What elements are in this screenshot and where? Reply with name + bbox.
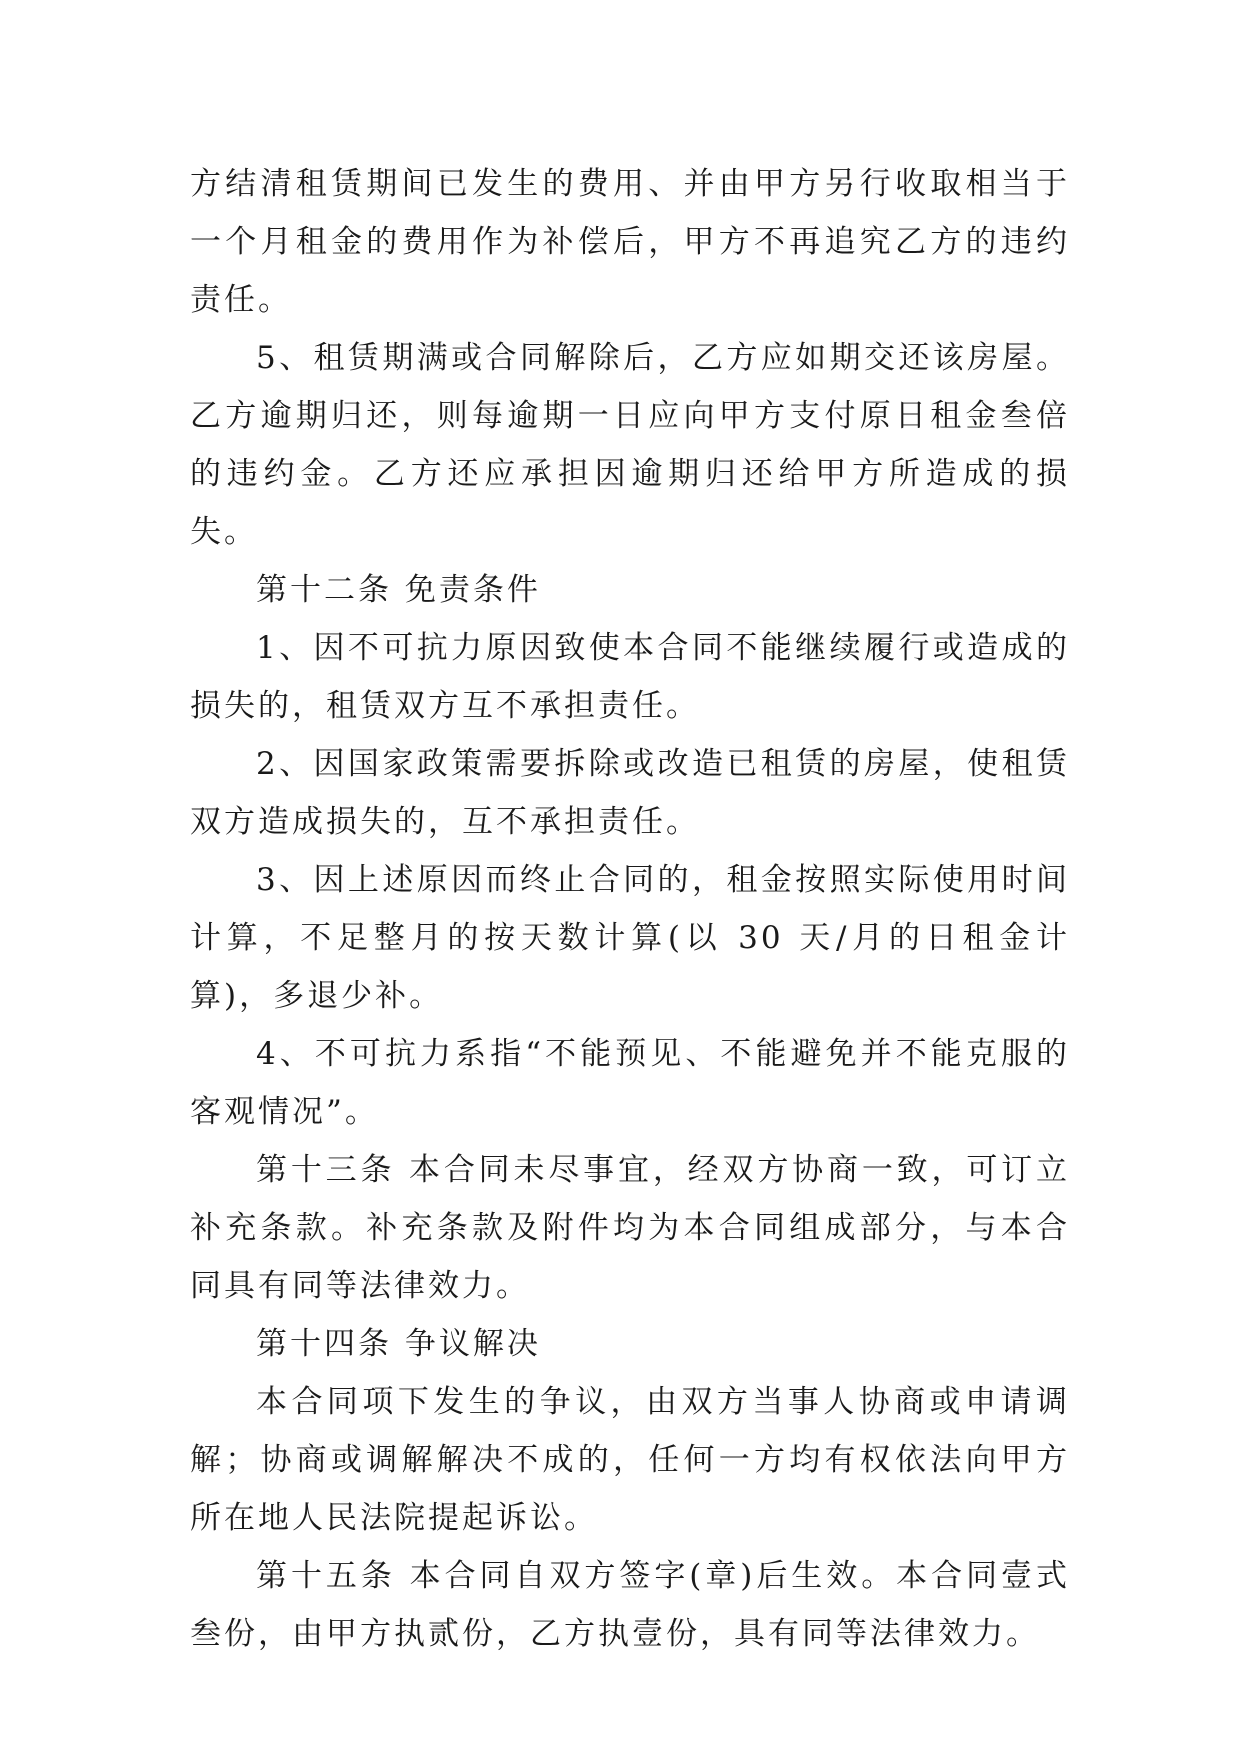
paragraph-clause-5: 5、租赁期满或合同解除后，乙方应如期交还该房屋。乙方逾期归还，则每逾期一日应向甲方支付原日租金叁倍的违约金。乙方还应承担因逾期归还给甲方所造成的损失。 (190, 340, 1070, 550)
article-12-heading: 第十二条 免责条件 (256, 572, 541, 608)
paragraph-exemption-3: 3、因上述原因而终止合同的，租金按照实际使用时间计算，不足整月的按天数计算(以 30 天/月的日租金计算)，多退少补。 (190, 862, 1070, 1014)
paragraph-dispute-resolution: 本合同项下发生的争议，由双方当事人协商或申请调解；协商或调解解决不成的，任何一方均有权依法向甲方所在地人民法院提起诉讼。 (190, 1384, 1070, 1536)
paragraph-continuation: 方结清租赁期间已发生的费用、并由甲方另行收取相当于一个月租金的费用作为补偿后，甲方不再追究乙方的违约责任。 (190, 166, 1070, 318)
article-15: 第十五条 本合同自双方签字(章)后生效。本合同壹式叁份，由甲方执贰份，乙方执壹份，具有同等法律效力。 (190, 1558, 1070, 1652)
document-body (190, 155, 1070, 1663)
paragraph-exemption-2: 2、因国家政策需要拆除或改造已租赁的房屋，使租赁双方造成损失的，互不承担责任。 (190, 746, 1070, 840)
paragraph-exemption-1: 1、因不可抗力原因致使本合同不能继续履行或造成的损失的，租赁双方互不承担责任。 (190, 630, 1070, 724)
article-14-heading: 第十四条 争议解决 (256, 1326, 541, 1362)
article-13: 第十三条 本合同未尽事宜，经双方协商一致，可订立补充条款。补充条款及附件均为本合同组成部分，与本合同具有同等法律效力。 (190, 1152, 1070, 1304)
paragraph-exemption-4: 4、不可抗力系指“不能预见、不能避免并不能克服的客观情况”。 (190, 1036, 1070, 1130)
